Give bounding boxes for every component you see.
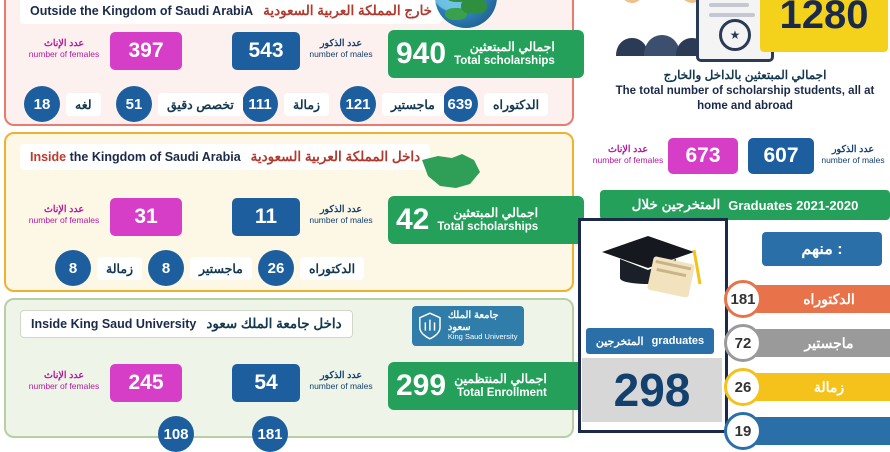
right-degree-0-label: الدكتوراه	[754, 285, 890, 313]
outside-degree-3-value: 51	[116, 86, 152, 122]
ksu-male-value: 54	[232, 364, 300, 402]
inside-degree-2	[55, 250, 142, 286]
outside-total-value: 940	[396, 37, 447, 70]
inside-male-value: 11	[232, 198, 300, 236]
ksu-total-box	[388, 362, 584, 410]
outside-total-box	[388, 30, 584, 78]
right-female-value: 673	[668, 138, 738, 174]
inside-total-label-en: Total scholarships	[437, 220, 539, 233]
right-degree-3	[724, 412, 890, 450]
ksu-header-en: Inside King Saud University	[31, 317, 197, 331]
saudi-arabia-map-icon	[418, 150, 484, 192]
inside-male-label: عدد الذكور number of males	[309, 204, 373, 226]
outside-header-en: Outside the Kingdom of Saudi ArabiA	[30, 4, 254, 18]
graduates-label-box	[586, 328, 714, 354]
right-degree-2-label: زمالة	[754, 373, 890, 401]
inside-female-value: 31	[110, 198, 182, 236]
graduates-bar-en: Graduates 2021-2020	[728, 197, 859, 213]
graduates-label-ar: المتخرجين	[595, 335, 644, 348]
ksu-header	[20, 310, 353, 338]
inside-degree-2-label: زمالة	[97, 257, 142, 280]
ksu-degree-0-value: 108	[158, 416, 194, 452]
outside-degree-0-label: الدكتوراه	[484, 93, 548, 116]
ksu-degree-1-value: 181	[252, 416, 288, 452]
outside-degree-1-label: ماجستير	[382, 93, 444, 116]
outside-header-ar: خارج المملكة العربية السعودية	[263, 3, 433, 18]
ksu-logo	[412, 306, 524, 346]
outside-degree-0-value: 639	[442, 86, 478, 122]
right-male-value: 607	[748, 138, 814, 174]
ksu-female-value: 245	[110, 364, 182, 402]
ksu-emblem-icon	[418, 311, 442, 341]
outside-degree-2-value: 111	[242, 86, 278, 122]
inside-degree-0	[258, 250, 364, 286]
outside-degree-2	[242, 86, 329, 122]
graduates-label-en: graduates	[651, 335, 705, 347]
ksu-logo-ar: جامعة الملك سعود	[447, 310, 499, 333]
graduates-bar	[600, 190, 890, 220]
outside-female-label: عدد الإناث number of females	[28, 38, 100, 60]
outside-degree-0	[442, 86, 548, 122]
ksu-female-label: عدد الإناث number of females	[28, 370, 100, 392]
ksu-degree-0	[158, 416, 194, 452]
inside-degree-1-label: ماجستير	[190, 257, 252, 280]
outside-degree-3	[116, 86, 243, 122]
total-scholarships-banner	[600, 0, 890, 64]
outside-degree-3-label: تخصص دقيق	[158, 93, 243, 116]
inside-header-ar: داخل المملكة العربية السعودية	[250, 149, 421, 164]
right-degree-0-value: 181	[724, 280, 762, 318]
outside-degree-4-value: 18	[24, 86, 60, 122]
right-degree-1	[724, 324, 890, 362]
inside-total-value: 42	[396, 203, 430, 236]
outside-total-label-ar: اجمالي المبتعثين	[469, 40, 555, 55]
total-caption-en: The total number of scholarship students, all at home and abroad	[615, 84, 875, 112]
right-degree-3-label	[754, 417, 890, 445]
outside-female-value: 397	[110, 32, 182, 70]
award-badge-icon: ★	[719, 19, 751, 51]
total-caption-ar: اجمالي المبتعثين بالداخل والخارج	[663, 68, 827, 82]
outside-degree-4-label: لغه	[66, 93, 101, 116]
right-male-label: عدد الذكور number of males	[821, 144, 885, 166]
total-badge-value: 1280	[779, 0, 869, 37]
inside-degree-0-label: الدكتوراه	[300, 257, 364, 280]
graduation-cap-icon	[596, 232, 708, 298]
right-degree-1-value: 72	[724, 324, 762, 362]
outside-male-value: 543	[232, 32, 300, 70]
outside-total-label-en: Total scholarships	[454, 54, 555, 67]
graduates-number: 298	[582, 358, 722, 422]
inside-degree-1-value: 8	[148, 250, 184, 286]
right-degree-0	[724, 280, 890, 318]
right-degree-2	[724, 368, 890, 406]
total-badge-box	[760, 0, 888, 52]
inside-total-label-ar: اجمالي المبتعثين	[453, 206, 539, 221]
outside-degree-1	[340, 86, 444, 122]
ksu-total-label-en: Total Enrollment	[456, 386, 547, 399]
right-degree-3-value: 19	[724, 412, 762, 450]
outside-degree-4	[24, 86, 101, 122]
inside-header	[20, 144, 430, 170]
outside-degree-1-value: 121	[340, 86, 376, 122]
inside-header-en: Inside the Kingdom of Saudi Arabia	[30, 150, 241, 164]
outside-header	[20, 0, 442, 24]
outside-male-label: عدد الذكور number of males	[309, 38, 373, 60]
ksu-total-label-ar: اجمالي المنتظمين	[454, 372, 547, 387]
right-degree-2-value: 26	[724, 368, 762, 406]
total-caption	[600, 68, 890, 113]
outside-degree-2-label: زمالة	[284, 93, 329, 116]
graduates-bar-ar: المتخرجين خلال	[631, 197, 721, 212]
inside-degree-1	[148, 250, 252, 286]
ksu-logo-en: King Saud University	[447, 332, 518, 342]
ksu-total-value: 299	[396, 369, 447, 402]
inside-female-label: عدد الإناث number of females	[28, 204, 100, 226]
inside-degree-2-value: 8	[55, 250, 91, 286]
ksu-degree-1	[252, 416, 288, 452]
inside-total-box	[388, 196, 584, 244]
inside-degree-0-value: 26	[258, 250, 294, 286]
right-degree-1-label: ماجستير	[754, 329, 890, 357]
right-female-label: عدد الإناث number of females	[592, 144, 664, 166]
ksu-header-ar: داخل جامعة الملك سعود	[206, 316, 342, 331]
ksu-male-label: عدد الذكور number of males	[309, 370, 373, 392]
from-them-box: منهم :	[762, 232, 882, 266]
